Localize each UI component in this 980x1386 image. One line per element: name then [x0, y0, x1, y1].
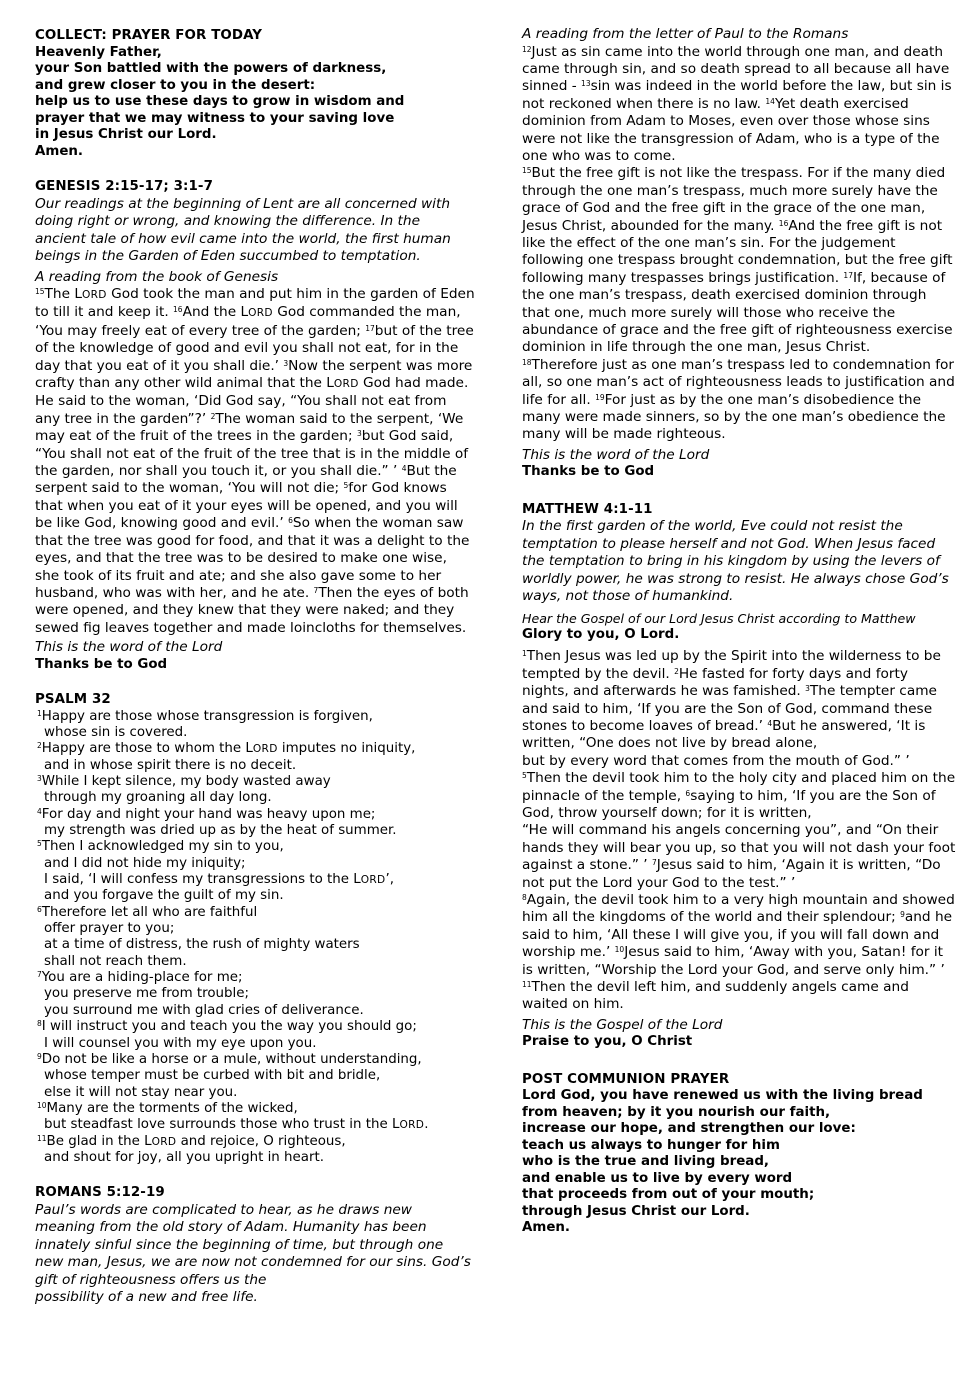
verse-number: 3	[37, 774, 42, 783]
verse-number: 4	[767, 718, 773, 728]
verse-number: 5	[343, 481, 349, 491]
collect-line: help us to use these days to grow in wisdom and	[35, 94, 405, 109]
verse-number: 13	[581, 79, 591, 89]
verse-number: 7	[37, 970, 42, 980]
psalm-line: $^6$Therefore let all who are faithful	[37, 904, 258, 920]
psalm-line: and in whose spirit there is no deceit.	[44, 757, 297, 773]
post-communion-line: and enable us to live by every word	[522, 1170, 793, 1186]
lord-smallcaps: LORD	[74, 286, 107, 302]
psalm-line: $^{11}$Be glad in the LORD and rejoice, O righteous,	[37, 1133, 346, 1149]
verse-number: 7	[313, 585, 319, 595]
matthew-heading: MATTHEW 4:1-11	[522, 501, 653, 517]
collect-line: and grew closer to you in the desert:	[35, 77, 316, 93]
psalm-line: and you forgave the guilt of my sin.	[44, 888, 284, 904]
verse-number: 18	[522, 357, 532, 367]
left-column	[35, 28, 475, 1307]
collect-line: your Son battled with the powers of darkness,	[35, 61, 387, 76]
psalm-line: else it will not stay near you.	[44, 1084, 238, 1100]
romans-intro-end: possibility of a new and free life.	[35, 1289, 258, 1306]
romans-intro-section	[35, 1185, 475, 1307]
psalm-line: $^3$While I kept silence, my body wasted away	[37, 774, 331, 789]
verse-number: 9	[37, 1051, 42, 1061]
psalm-line: $^2$Happy are those to whom the LORD imputes no iniquity,	[37, 741, 416, 757]
romans-response: Thanks be to God	[522, 464, 655, 480]
verse-number: 15	[522, 166, 532, 176]
verse-number: 3	[805, 684, 810, 694]
verse-number: 4	[401, 464, 407, 474]
post-communion-line: Lord God, you have renewed us with the living bread	[522, 1088, 923, 1104]
verse-number: 6	[685, 788, 691, 798]
verse-number: 17	[843, 270, 853, 280]
matthew-reading-part2: $^5$Then the devil took him to the holy city and placed him on the pinnacle of the temple, $^6$saying to him, ‘If you are the Son of God, throw yourself down; for it is written,	[522, 770, 956, 821]
matthew-reading-part3: “He will command his angels concerning you”, and “On their hands they will bear you up, so that you will not dash your foot against a stone.” ’ $^7$Jesus said to him, ‘Again it is written, “Do not put the Lord your God to the test.” ’	[522, 822, 956, 891]
verse-number: 19	[595, 392, 605, 402]
verse-number: 5	[37, 839, 42, 849]
post-communion-line: teach us always to hunger for him	[522, 1137, 780, 1153]
psalm-line: $^7$You are a hiding-place for me;	[37, 970, 243, 986]
psalm-line: $^9$Do not be like a horse or a mule, without understanding,	[37, 1051, 422, 1067]
verse-number: 11	[522, 980, 532, 990]
verse-number: 8	[37, 1019, 42, 1029]
lord-smallcaps: LORD	[240, 304, 273, 321]
matthew-response: Praise to you, O Christ	[522, 1034, 693, 1050]
psalm-line: $^{10}$Many are the torments of the wicked,	[37, 1100, 298, 1116]
verse-number: 11	[37, 1133, 47, 1143]
matthew-section	[522, 502, 958, 1051]
genesis-intro: Our readings at the beginning of Lent are all concerned with doing right or wrong, and knowing the difference. In the ancient tale of how evil came into the world, the first human beings in the Garden of Eden succumbed to temptation.	[35, 195, 451, 264]
romans-intro: Paul’s words are complicated to hear, as he draws new meaning from the old story of Adam. Humanity has been innately sinful since the beginning of time, but through one new man, Jesus, we are now not condemned for our sins. God’s gift of righteousness offers us the	[35, 1201, 471, 1288]
verse-number: 4	[37, 806, 42, 816]
verse-number: 6	[288, 516, 293, 526]
romans-closing: This is the word of the Lord	[522, 446, 710, 463]
collect-amen: Amen.	[35, 143, 84, 159]
verse-number: 1	[37, 708, 42, 718]
romans-lead: A reading from the letter of Paul to the Romans	[522, 26, 849, 42]
romans-heading: ROMANS 5:12-19	[35, 1185, 165, 1201]
verse-number: 16	[173, 305, 183, 315]
psalm-line: at a time of distress, the rush of mighty waters	[44, 937, 360, 953]
verse-number: 1	[522, 649, 527, 659]
verse-number: 15	[35, 287, 45, 296]
verse-number: 2	[210, 411, 216, 421]
verse-number: 2	[37, 741, 42, 751]
psalm-line: I will counsel you with my eye upon you.	[44, 1035, 317, 1051]
verse-number: 17	[365, 323, 375, 333]
verse-number: 5	[522, 771, 527, 781]
matthew-closing: This is the Gospel of the Lord	[522, 1016, 723, 1033]
psalm-line: and I did not hide my iniquity;	[44, 855, 246, 871]
post-communion-line: that proceeds from out of your mouth;	[522, 1187, 815, 1203]
psalm-line: $^1$Happy are those whose transgression is forgiven,	[37, 708, 373, 724]
psalm-line: whose temper must be curbed with bit and bridle,	[44, 1068, 381, 1084]
genesis-heading: GENESIS 2:15-17; 3:1-7	[35, 179, 214, 194]
matthew-reading-part1: $^1$Then Jesus was led up by the Spirit into the wilderness to be tempted by the devil. $^2$He fasted for forty days and forty nights, and afterwards he was famished. $^3$The tempter came and said to him, ‘If you are the Son of God, command these stones to become loaves of bread.’ $^4$But he answered, ‘It is written, “One does not live by bread alone,	[522, 648, 941, 752]
verse-number: 7	[652, 858, 657, 868]
matthew-intro: In the first garden of the world, Eve could not resist the temptation to please herself and not God. When Jesus faced the temptation to bring in his kingdom by using the levers of worldly power, he was strong to resist. He always chose God’s ways, not those of humankind.	[522, 518, 949, 605]
post-communion-section	[522, 1072, 958, 1237]
matthew-reading-part4: $^8$Again, the devil took him to a very high mountain and showed him all the kingdoms of the world and their splendour; $^9$and he said to him, ‘All these I will give you, if you will fall down and worship me.’ $^{10}$Jesus said to him, ‘Away with you, Satan! for it is written, “Worship the Lord your God, and serve only him.” ’ $^{11}$Then the devil left him, and suddenly angels came and waited on him.	[522, 892, 955, 1013]
psalm-line: $^5$Then I acknowledged my sin to you,	[37, 839, 284, 855]
psalm-line: $^4$For day and night your hand was heavy upon me;	[37, 806, 376, 822]
romans-reading-part2: $^{15}$But the free gift is not like the trespass. For if the many died through the one man’s trespass, much more surely have the grace of God and the free gift in the grace of the one man, Jesus Christ, abounded for the many. $^{16}$And the free gift is not like the effect of the one man’s sin. For the judgement following one trespass brought condemnation, but the free gift following many trespasses brings justification. $^{17}$If, because of the one man’s trespass, death exercised dominion through that one, much more surely will those who receive the abundance of grace and the free gift of righteousness exercise dominion in life through the one man, Jesus Christ.	[522, 165, 953, 356]
matthew-reading-quote: but by every word that comes from the mouth of God.” ’	[522, 752, 910, 769]
collect-line: Heavenly Father,	[35, 44, 162, 60]
romans-reading-section	[522, 26, 958, 481]
verse-number: 14	[765, 96, 775, 106]
psalm-line: my strength was dried up as by the heat of summer.	[44, 823, 397, 839]
verse-number: 10	[37, 1100, 47, 1110]
verse-number: 10	[614, 945, 625, 955]
verse-number: 3	[356, 429, 362, 439]
collect-heading: COLLECT: PRAYER FOR TODAY	[35, 28, 263, 43]
romans-reading-part1: $^{12}$Just as sin came into the world through one man, and death came through sin, and so death spread to all because all have sinned - $^{13}$sin was indeed in the world before the law, but sin is not reckoned when there is no law. $^{14}$Yet death exercised dominion from Adam to Moses, even over those whose sins were not like the transgression of Adam, who is a type of the one who was to come.	[522, 43, 952, 164]
verse-number: 9	[900, 910, 905, 920]
psalm-line: offer prayer to you;	[44, 921, 175, 937]
psalm-section	[35, 692, 475, 1166]
post-communion-line: from heaven; by it you nourish our faith,	[522, 1104, 831, 1120]
collect-section	[35, 28, 475, 160]
psalm-line: you surround me with glad cries of deliverance.	[44, 1002, 364, 1018]
genesis-closing: This is the word of the Lord	[35, 639, 223, 656]
psalm-line: I said, ‘I will confess my transgressions to the LORD’,	[44, 872, 395, 888]
post-communion-line: who is the true and living bread,	[522, 1154, 770, 1170]
matthew-lead: Hear the Gospel of our Lord Jesus Christ according to Matthew	[522, 610, 916, 626]
genesis-response: Thanks be to God	[35, 656, 168, 672]
verse-number: 3	[283, 358, 289, 368]
verse-number: 6	[37, 904, 42, 914]
collect-line: prayer that we may witness to your saving love	[35, 110, 395, 126]
verse-number: 12	[522, 44, 532, 54]
genesis-reading: $^{15}$The LORD God took the man and put him in the garden of Eden to till it and keep it. $^{16}$And the LORD God commanded the man, ‘You may freely eat of every tree of the garden; $^{17}$but of the tree of the knowledge of good and evil you shall not eat, for in the day that you eat of it you shall die.’ $^3$Now the serpent was more crafty than any other wild animal that the LORD God had made. He said to the woman, ‘Did God say, “You shall not eat from any tree in the garden”?’ $^2$The woman said to the serpent, ‘We may eat of the fruit of the trees in the garden; $^3$but God said, “You shall not eat of the fruit of the tree that is in the middle of the garden, nor shall you touch it, or you shall die.” ’ $^4$But the serpent said to the woman, ‘You will not die; $^5$for God knows that when you eat of it your eyes will be opened, and you will be like God, knowing good and evil.’ $^6$So when the woman saw that the tree was good for food, and that it was a delight to the eyes, and that the tree was to be desired to make one wise, she took of its fruit and ate; and she also gave some to her husband, who was with her, and he ate. $^7$Then the eyes of both were opened, and they knew that they were naked; and they sewed fig leaves together and made loincloths for themselves.	[35, 286, 475, 636]
psalm-line: you preserve me from trouble;	[44, 986, 250, 1002]
post-communion-heading: POST COMMUNION PRAYER	[522, 1071, 730, 1087]
lord-smallcaps: LORD	[326, 375, 359, 392]
collect-line: in Jesus Christ our Lord.	[35, 127, 217, 142]
genesis-section	[35, 179, 475, 673]
verse-number: 2	[674, 666, 679, 676]
psalm-line: and shout for joy, all you upright in heart.	[44, 1149, 324, 1165]
psalm-line: whose sin is covered.	[44, 724, 188, 740]
psalm-line: $^8$I will instruct you and teach you the way you should go;	[37, 1019, 417, 1035]
psalm-line: through my groaning all day long.	[44, 790, 272, 806]
psalm-line: shall not reach them.	[44, 953, 187, 969]
psalm-heading: PSALM 32	[35, 692, 111, 708]
post-communion-line: through Jesus Christ our Lord.	[522, 1203, 750, 1219]
verse-number: 8	[522, 893, 527, 903]
genesis-lead: A reading from the book of Genesis	[35, 268, 279, 285]
romans-reading-part3: $^{18}$Therefore just as one man’s trespass led to condemnation for all, so one man’s act of righteousness leads to justification and life for all. $^{19}$For just as by the one man’s disobedience the many were made sinners, so by the one man’s obedience the many will be made righteous.	[522, 356, 955, 443]
post-communion-line: increase our hope, and strengthen our love:	[522, 1121, 856, 1137]
right-column	[522, 26, 958, 1237]
verse-number: 16	[778, 218, 789, 228]
matthew-lead-response: Glory to you, O Lord.	[522, 626, 680, 642]
post-communion-amen: Amen.	[522, 1220, 571, 1236]
psalm-line: but steadfast love surrounds those who trust in the LORD.	[44, 1117, 429, 1133]
